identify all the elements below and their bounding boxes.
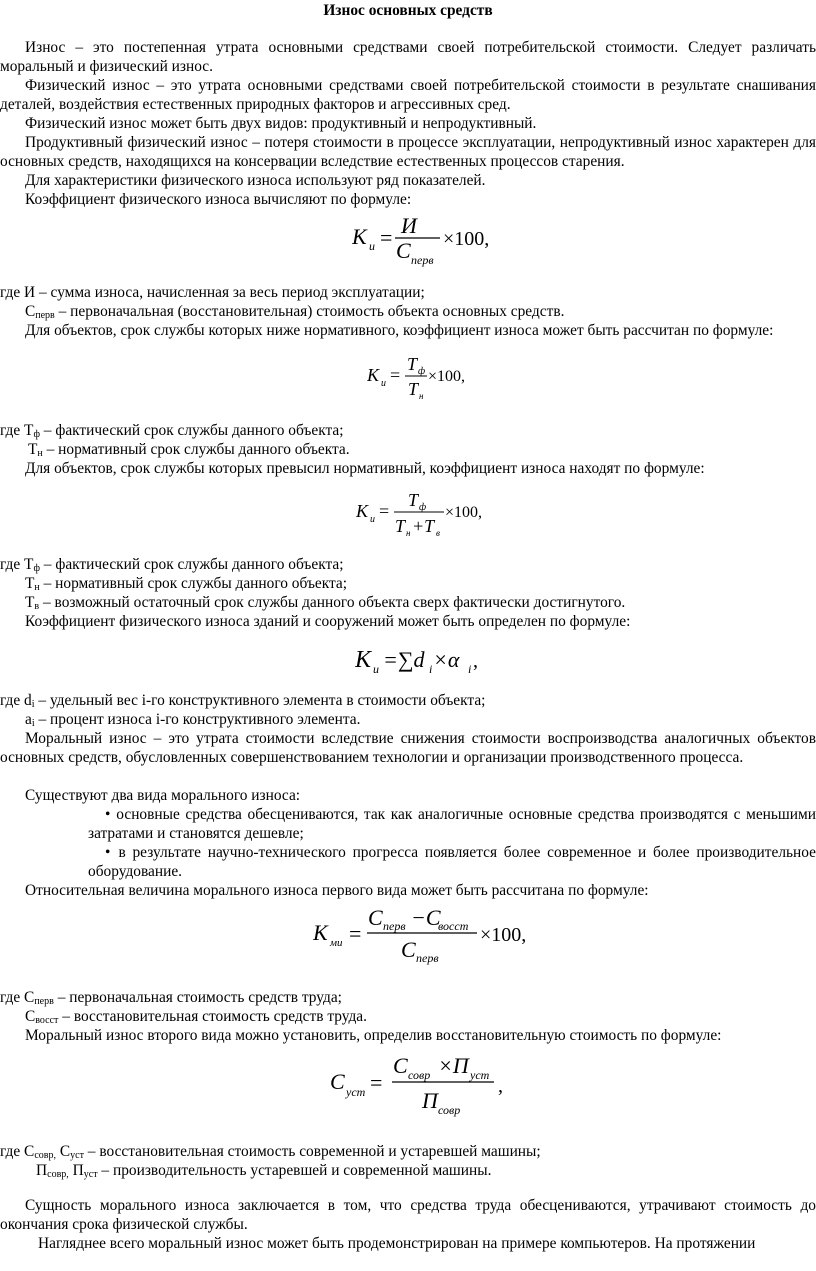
paragraph: где $Т_ф$ – фактический срок службы данного объекта; bbox=[0, 422, 344, 440]
svg-text:С: С bbox=[393, 1053, 408, 1078]
svg-text:К: К bbox=[313, 920, 328, 945]
formula-buildings-wear bbox=[355, 640, 485, 680]
svg-text:+Т: +Т bbox=[412, 516, 435, 536]
formula-numerator: И bbox=[401, 213, 417, 238]
paragraph: Физический износ может быть двух видов: продуктивный и непродуктивный. bbox=[25, 115, 537, 132]
svg-text:уст: уст bbox=[470, 1068, 490, 1082]
paragraph: Сущность морального износа заключается в том, что средства труда обесцениваются, утрачивают стоимость до окончания срока физической службы. bbox=[0, 1197, 816, 1233]
paragraph: Коэффициент физического износа вычисляют по формуле: bbox=[25, 191, 412, 208]
svg-text:н: н bbox=[419, 391, 424, 401]
svg-text:н: н bbox=[406, 528, 411, 538]
svg-text:Т: Т bbox=[407, 354, 418, 374]
svg-text:и: и bbox=[381, 378, 386, 389]
svg-text:уст: уст bbox=[346, 1085, 366, 1099]
svg-text:=: = bbox=[380, 225, 393, 250]
bullet-icon: • bbox=[105, 806, 111, 823]
svg-text:совр: совр bbox=[408, 1068, 431, 1082]
paragraph: где $С_{перв}$ – первоначальная стоимость средств труда; bbox=[0, 989, 342, 1007]
bullet-icon: • bbox=[105, 844, 111, 861]
svg-text:Т: Т bbox=[408, 490, 419, 510]
formula-wear-below-norm bbox=[367, 352, 487, 404]
formula-wear-above-norm bbox=[356, 488, 496, 540]
svg-text:в: в bbox=[436, 528, 440, 538]
paragraph: $С_{восст}$ – восстановительная стоимость средств труда. bbox=[25, 1008, 367, 1026]
svg-text:i: i bbox=[468, 662, 472, 676]
formula-physical-wear bbox=[352, 210, 502, 270]
svg-text:К: К bbox=[355, 647, 371, 673]
paragraph: где $Т_ф$ – фактический срок службы данного объекта; bbox=[0, 556, 344, 574]
formula-restoration-cost bbox=[330, 1052, 520, 1122]
paragraph: Износ – это постепенная утрата основными средствами своей потребительской стоимости. Следует различать моральный и физический износ. bbox=[0, 39, 816, 75]
svg-text:перв: перв bbox=[416, 951, 439, 965]
svg-text:ф: ф bbox=[419, 502, 427, 513]
paragraph: Коэффициент физического износа зданий и сооружений может быть определен по формуле: bbox=[25, 613, 631, 630]
formula-denominator: С bbox=[396, 238, 411, 263]
paragraph: Моральный износ – это утрата стоимости вследствие снижения стоимости воспроизводства аналогичных объектов основных средств, обусловленных совершенствованием технологии и организации производственного процесса. bbox=[0, 730, 816, 766]
svg-text:Т: Т bbox=[395, 516, 406, 536]
svg-text:восст: восст bbox=[438, 919, 469, 933]
svg-text:,: , bbox=[498, 1075, 503, 1097]
paragraph: $С_{перв}$ – первоначальная (восстановительная) стоимость объекта основных средств. bbox=[25, 303, 565, 321]
svg-text:×100,: ×100, bbox=[445, 504, 483, 521]
svg-text:С: С bbox=[401, 937, 416, 962]
svg-text:С: С bbox=[330, 1069, 345, 1094]
svg-text:и: и bbox=[369, 239, 375, 253]
svg-text:,: , bbox=[473, 650, 478, 672]
paragraph: Нагляднее всего моральный износ может быть продемонстрирован на примере компьютеров. На протяжении bbox=[38, 1235, 756, 1252]
page-title: Износ основных средств bbox=[323, 2, 493, 19]
formula-moral-wear-first bbox=[313, 905, 543, 971]
svg-text:=: = bbox=[379, 501, 390, 521]
formula-lhs: К bbox=[352, 224, 367, 249]
svg-text:ф: ф bbox=[418, 366, 426, 377]
svg-text:и: и bbox=[373, 662, 379, 676]
paragraph: $Т_в$ – возможный остаточный срок службы данного объекта сверх фактически достигнутого. bbox=[25, 594, 626, 612]
paragraph: $П_{совр,}$ $П_{уст}$ – производительность устаревшей и современной машины. bbox=[36, 1162, 492, 1180]
paragraph: где $d_i$ – удельный вес i-го конструктивного элемента в стоимости объекта; bbox=[0, 692, 486, 710]
svg-text:=: = bbox=[370, 1070, 383, 1095]
svg-text:и: и bbox=[370, 514, 375, 525]
svg-text:К: К bbox=[367, 365, 379, 385]
svg-text:−С: −С bbox=[411, 905, 441, 930]
svg-text:перв: перв bbox=[383, 919, 406, 933]
list-item: • основные средства обесцениваются, так как аналогичные основные средства производятся с меньшими затратами и становятся дешевле; bbox=[88, 806, 816, 842]
paragraph: Для объектов, срок службы которых превысил нормативный, коэффициент износа находят по формуле: bbox=[25, 460, 705, 477]
paragraph: Относительная величина морального износа первого вида может быть рассчитана по формуле: bbox=[25, 882, 649, 899]
paragraph: где $С_{совр,}$ $С_{уст}$ – восстановительная стоимость современной и устаревшей машины; bbox=[0, 1143, 541, 1161]
svg-text:×100,: ×100, bbox=[480, 924, 527, 946]
paragraph: Моральный износ второго вида можно установить, определив восстановительную стоимость по формуле: bbox=[25, 1027, 722, 1044]
paragraph: Физический износ – это утрата основными средствами своей потребительской стоимости в результате снашивания деталей, воздействия естественных природных факторов и агрессивных сред. bbox=[0, 77, 816, 113]
svg-text:×α: ×α bbox=[433, 647, 460, 672]
svg-text:перв: перв bbox=[411, 253, 434, 267]
svg-text:К: К bbox=[356, 501, 368, 521]
svg-text:совр: совр bbox=[438, 1103, 461, 1117]
paragraph: $Т_н$ – нормативный срок службы данного объекта; bbox=[25, 575, 348, 593]
paragraph: Существуют два вида морального износа: bbox=[25, 787, 301, 804]
paragraph: где И – сумма износа, начисленная за весь период эксплуатации; bbox=[0, 284, 425, 301]
paragraph: Продуктивный физический износ – потеря стоимости в процессе эксплуатации, непродуктивный износ характерен для основных средств, находящихся на консервации вследствие естественных процессов старения. bbox=[0, 134, 816, 170]
svg-text:×100,: ×100, bbox=[443, 228, 490, 250]
paragraph: $a_i$ – процент износа i-го конструктивного элемента. bbox=[25, 711, 361, 729]
svg-text:×100,: ×100, bbox=[428, 368, 466, 385]
svg-text:=∑d: =∑d bbox=[383, 647, 425, 672]
paragraph: Для характеристики физического износа используют ряд показателей. bbox=[25, 172, 486, 189]
svg-text:П: П bbox=[422, 1088, 438, 1113]
svg-text:Т: Т bbox=[408, 379, 419, 399]
svg-text:=: = bbox=[390, 365, 401, 385]
svg-text:С: С bbox=[368, 905, 383, 930]
svg-text:=: = bbox=[349, 921, 362, 946]
svg-text:×П: ×П bbox=[438, 1053, 469, 1078]
paragraph: $Т_н$ – нормативный срок службы данного объекта. bbox=[28, 441, 350, 459]
list-item: • в результате научно-технического прогресса появляется более современное и более производительное оборудование. bbox=[88, 844, 816, 880]
svg-text:ми: ми bbox=[330, 937, 343, 949]
svg-text:i: i bbox=[429, 662, 433, 676]
paragraph: Для объектов, срок службы которых ниже нормативного, коэффициент износа может быть рассчитан по формуле: bbox=[25, 322, 774, 339]
